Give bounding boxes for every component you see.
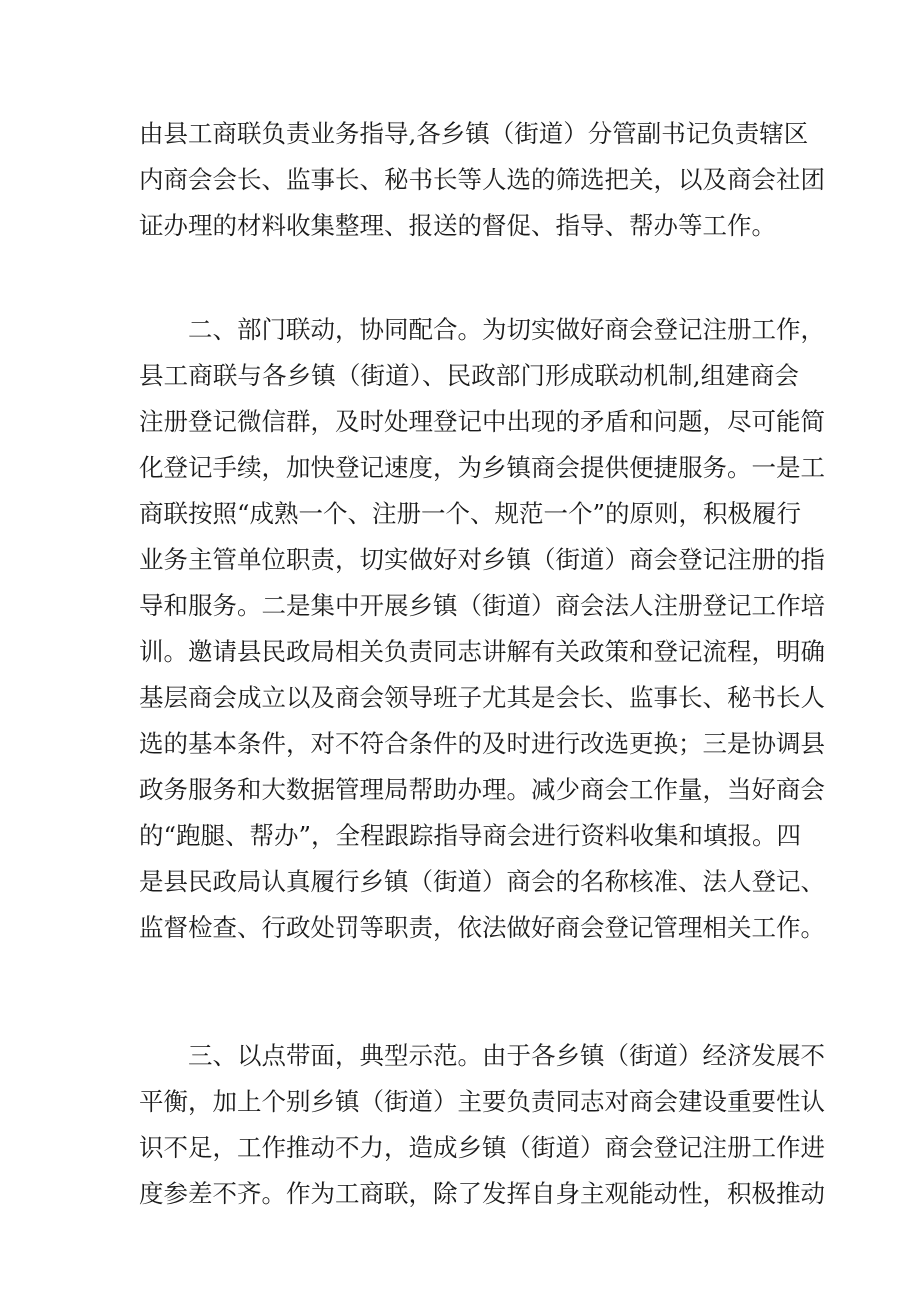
paragraph-line: 训。邀请县民政局相关负责同志讲解有关政策和登记流程，明确	[139, 637, 825, 666]
paragraph-section-three	[139, 1033, 825, 1217]
paragraph-line: 内商会会长、监事长、秘书长等人选的筛选把关，以及商会社团	[139, 165, 825, 194]
paragraph-line: 业务主管单位职责，切实做好对乡镇（街道）商会登记注册的指	[139, 545, 825, 574]
paragraph-line: 商联按照“成熟一个、注册一个、规范一个”的原则，积极履行	[139, 499, 802, 528]
paragraph-line: 政务服务和大数据管理局帮助办理。减少商会工作量，当好商会	[139, 775, 825, 804]
paragraph-line: 二、部门联动，协同配合。为切实做好商会登记注册工作，	[188, 315, 825, 344]
paragraph-line: 县工商联与各乡镇（街道）、民政部门形成联动机制,组建商会	[139, 361, 799, 390]
paragraph-line: 监督检查、行政处罚等职责，依法做好商会登记管理相关工作。	[139, 913, 825, 942]
paragraph-line: 由县工商联负责业务指导,各乡镇（街道）分管副书记负责辖区	[139, 119, 809, 148]
paragraph-line: 化登记手续，加快登记速度，为乡镇商会提供便捷服务。一是工	[139, 453, 825, 482]
paragraph-line: 证办理的材料收集整理、报送的督促、指导、帮办等工作。	[139, 211, 776, 240]
paragraph-line: 平衡，加上个别乡镇（街道）主要负责同志对商会建设重要性认	[139, 1087, 825, 1116]
paragraph-line: 度参差不齐。作为工商联，除了发挥自身主观能动性，积极推动	[139, 1179, 825, 1208]
paragraph-line: 基层商会成立以及商会领导班子尤其是会长、监事长、秘书长人	[139, 683, 825, 712]
paragraph-line: 选的基本条件，对不符合条件的及时进行改选更换；三是协调县	[139, 729, 825, 758]
paragraph-line: 是县民政局认真履行乡镇（街道）商会的名称核准、法人登记、	[139, 867, 825, 896]
paragraph-section-two	[139, 307, 825, 951]
paragraph-line: 识不足，工作推动不力，造成乡镇（街道）商会登记注册工作进	[139, 1133, 825, 1162]
paragraph-line: 注册登记微信群，及时处理登记中出现的矛盾和问题，尽可能简	[139, 407, 825, 436]
paragraph-intro-continuation	[139, 111, 825, 249]
paragraph-line: 三、以点带面，典型示范。由于各乡镇（街道）经济发展不	[188, 1041, 825, 1070]
paragraph-line: 导和服务。二是集中开展乡镇（街道）商会法人注册登记工作培	[139, 591, 825, 620]
paragraph-line: 的“跑腿、帮办”，全程跟踪指导商会进行资料收集和填报。四	[139, 821, 802, 850]
